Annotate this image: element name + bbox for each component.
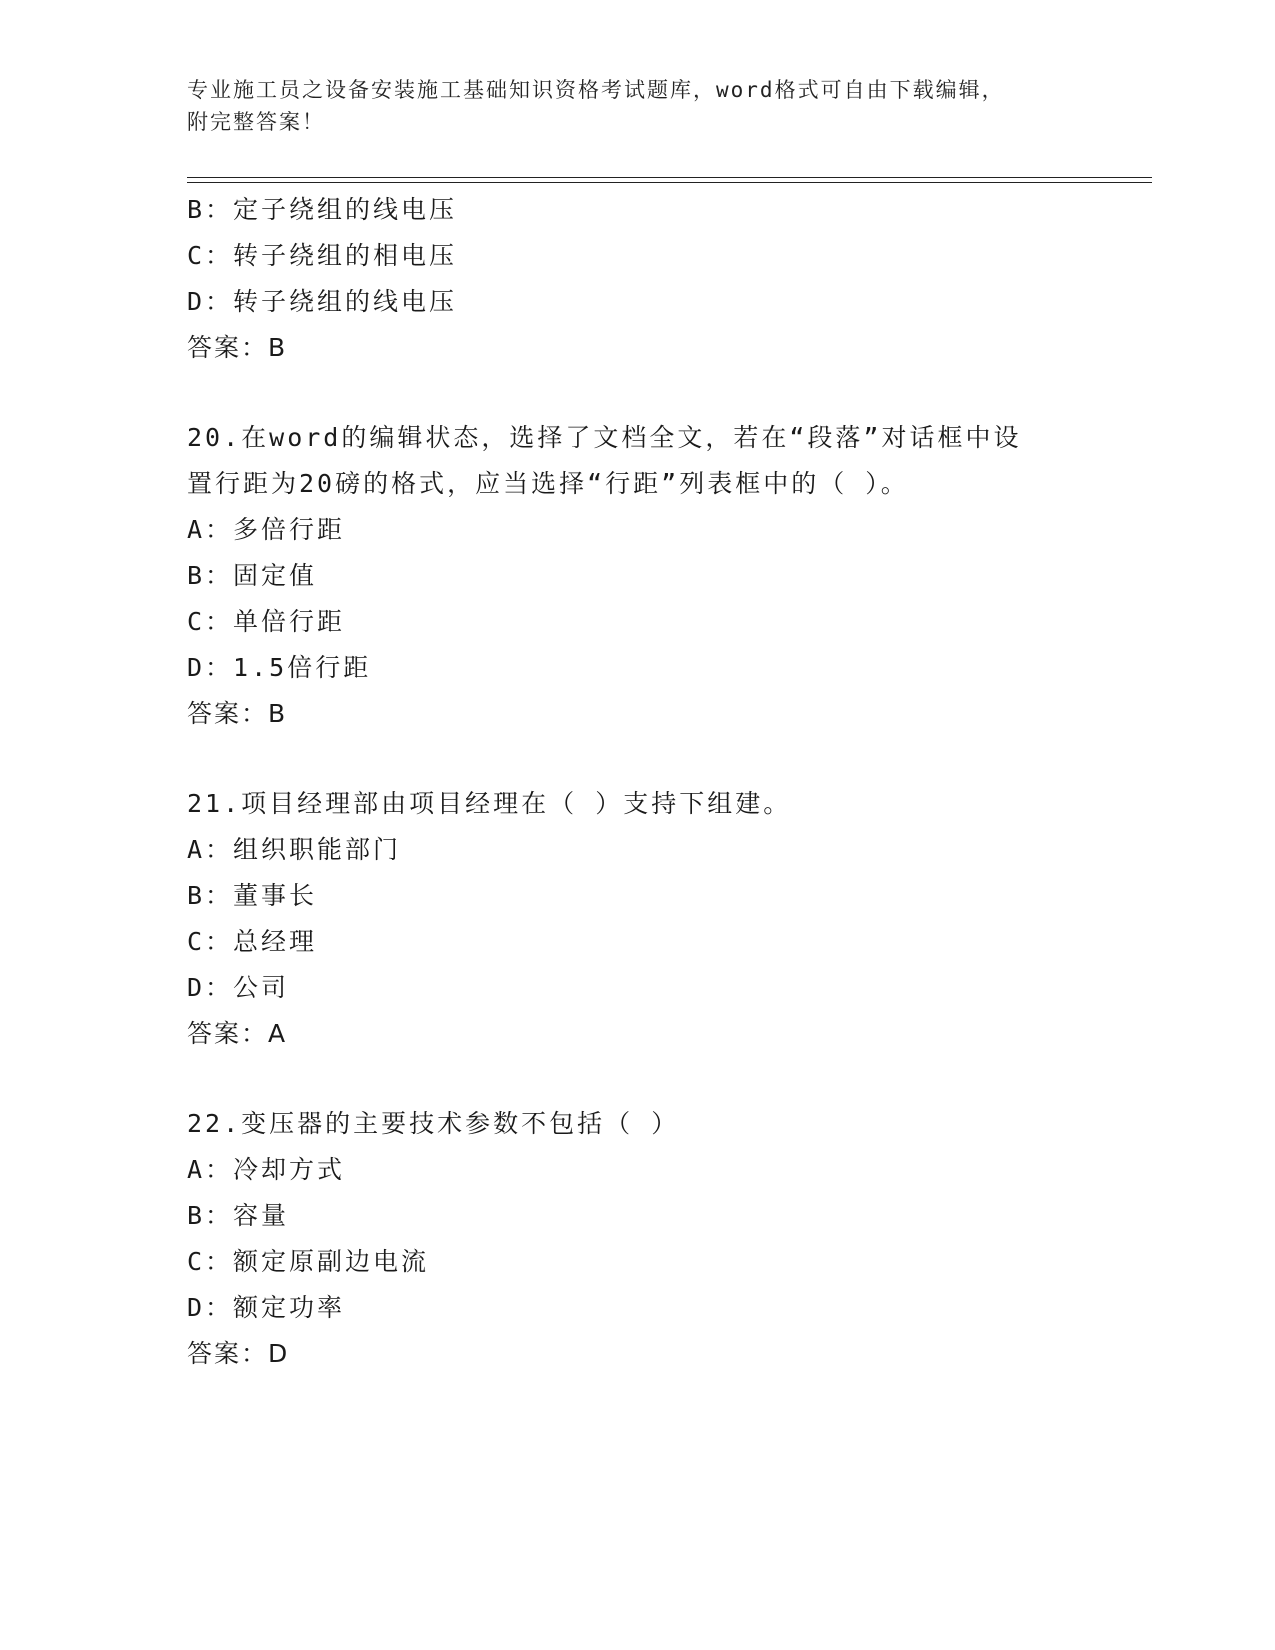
option-c: C：转子绕组的相电压 [187,241,458,270]
question-stem-line-1: 20.在word的编辑状态，选择了文档全文，若在“段落”对话框中设 [187,423,1022,452]
document-header [187,74,1067,138]
option-b: B：容量 [187,1201,290,1230]
option-a: A：组织职能部门 [187,835,402,864]
question-stem-line-1: 22.变压器的主要技术参数不包括（ ） [187,1109,680,1138]
option-d: D：公司 [187,973,290,1002]
question-block-22 [187,1101,1147,1377]
option-b: B：固定值 [187,561,318,590]
question-spacer [187,1057,1147,1101]
option-a: A：冷却方式 [187,1155,346,1184]
header-title-line-2: 附完整答案！ [187,110,325,134]
header-title-line-1: 专业施工员之设备安装施工基础知识资格考试题库，word格式可自由下载编辑， [187,78,1005,102]
question-list [187,187,1147,1377]
question-block-20 [187,415,1147,737]
option-d: D：转子绕组的线电压 [187,287,458,316]
option-c: C：总经理 [187,927,318,956]
header-divider-bottom [187,182,1152,183]
question-spacer [187,371,1147,415]
option-d: D：1.5倍行距 [187,653,372,682]
question-block-21 [187,781,1147,1057]
option-b: B：董事长 [187,881,318,910]
answer-line: 答案：D [187,1339,290,1368]
option-d: D：额定功率 [187,1293,346,1322]
question-stem-line-2: 置行距为20磅的格式，应当选择“行距”列表框中的（ ）。 [187,469,909,498]
option-c: C：单倍行距 [187,607,346,636]
answer-line: 答案：B [187,333,288,362]
question-spacer [187,737,1147,781]
question-stem-line-1: 21.项目经理部由项目经理在（ ）支持下组建。 [187,789,792,818]
answer-line: 答案：B [187,699,288,728]
option-c: C：额定原副边电流 [187,1247,430,1276]
answer-line: 答案：A [187,1019,288,1048]
option-b: B：定子绕组的线电压 [187,195,458,224]
header-divider-top [187,177,1152,178]
question-block-19 [187,187,1147,371]
option-a: A：多倍行距 [187,515,346,544]
